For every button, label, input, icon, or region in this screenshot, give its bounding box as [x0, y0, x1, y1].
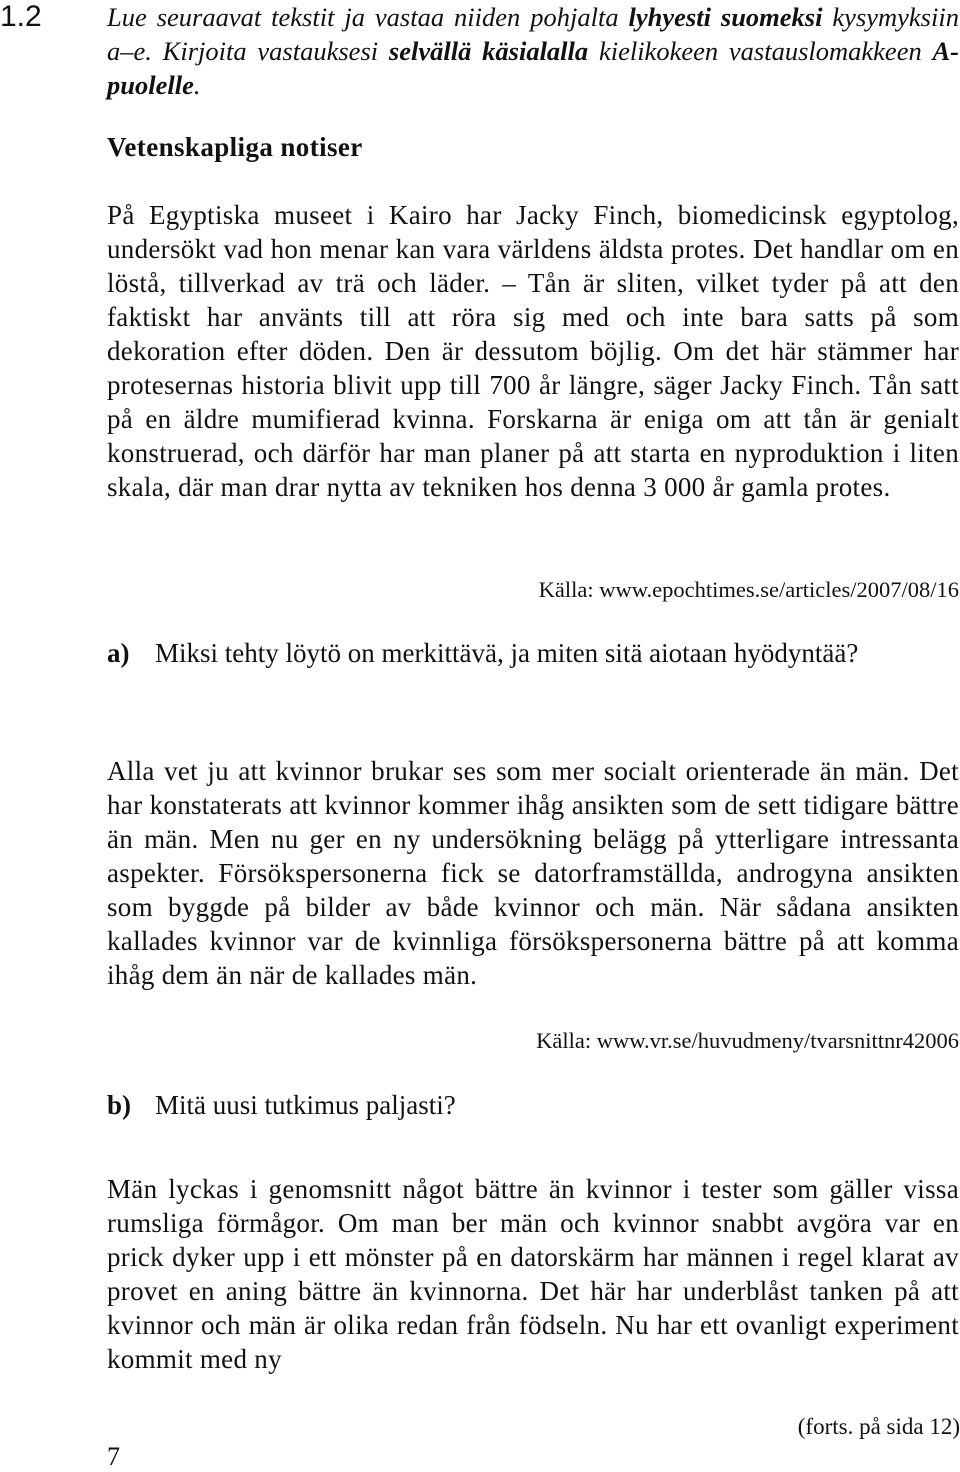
question-b-text: Mitä uusi tutkimus paljasti? [155, 1090, 456, 1120]
page-number: 7 [107, 1442, 120, 1471]
text-2-source: Källa: www.vr.se/huvudmeny/tvarsnittnr42006 [536, 1028, 959, 1053]
continued-note: (forts. på sida 12) [797, 1414, 960, 1439]
instructions [107, 0, 959, 102]
text-2 [107, 754, 959, 1053]
question-b [107, 1088, 959, 1122]
text-3-body: Män lyckas i genomsnitt något bättre än kvinnor i tester som gäller vissa rumsliga förmågor. Om man ber män och kvinnor snabbt avgöra var en prick dyker upp i ett mönster på en datorskärm har männen i regel klarat av provet en aning bättre än kvinnorna. Det här har underblåst tanken på att kvinnor och män är olika redan från födseln. Nu har ett ovanligt experiment kommit med ny [107, 1174, 959, 1374]
text-2-body: Alla vet ju att kvinnor brukar ses som mer socialt orienterade än män. Det har konstaterats att kvinnor kommer ihåg ansikten som de sett tidigare bättre än män. Men nu ger en ny undersökning belägg på ytterligare intressanta aspekter. Försökspersonerna fick se datorframställda, androgyna ansikten som byggde på bilder av både kvinnor och män. När sådana ansikten kallades kvinnor var de kvinnliga försökspersonerna bättre på att komma ihåg dem än när de kallades män. [107, 756, 959, 990]
text-1-heading: Vetenskapliga notiser [107, 132, 363, 162]
instructions-emphasis: selvällä käsialalla [388, 36, 589, 66]
instructions-text: Lue seuraavat tekstit ja vastaa niiden pohjalta [107, 2, 629, 32]
section-number: 1.2 [0, 0, 42, 33]
instructions-text: kysymyksiin a–e. Kirjoita vastauksesi [107, 2, 959, 66]
instructions-emphasis: A-puolelle [107, 36, 959, 100]
instructions-emphasis: lyhyesti suomeksi [628, 2, 823, 32]
question-a [107, 636, 959, 670]
instructions-text: kielikokeen vastauslomakkeen [588, 36, 933, 66]
text-1-source: Källa: www.epochtimes.se/articles/2007/08/16 [538, 577, 959, 602]
question-b-letter: b) [107, 1090, 132, 1120]
text-1-body: På Egyptiska museet i Kairo har Jacky Finch, biomedicinsk egyptolog, undersökt vad hon menar kan vara världens äldsta protes. Det handlar om en löstå, tillverkad av trä och läder. – Tån är sliten, vilket tyder på att den faktiskt har använts till att röra sig med och inte bara satts på som dekoration efter döden. Den är dessutom böjlig. Om det här stämmer har protesernas historia blivit upp till 700 år längre, säger Jacky Finch. Tån satt på en äldre mumifierad kvinna. Forskarna är eniga om att tån är genialt konstruerad, och därför har man planer på att starta en nyproduktion i liten skala, där man drar nytta av tekniken hos denna 3 000 år gamla protes. [107, 200, 959, 502]
text-3 [107, 1172, 959, 1376]
text-1 [107, 130, 959, 602]
question-a-letter: a) [107, 638, 130, 668]
question-a-text: Miksi tehty löytö on merkittävä, ja miten sitä aiotaan hyödyntää? [155, 638, 859, 668]
instructions-text: . [193, 70, 201, 100]
